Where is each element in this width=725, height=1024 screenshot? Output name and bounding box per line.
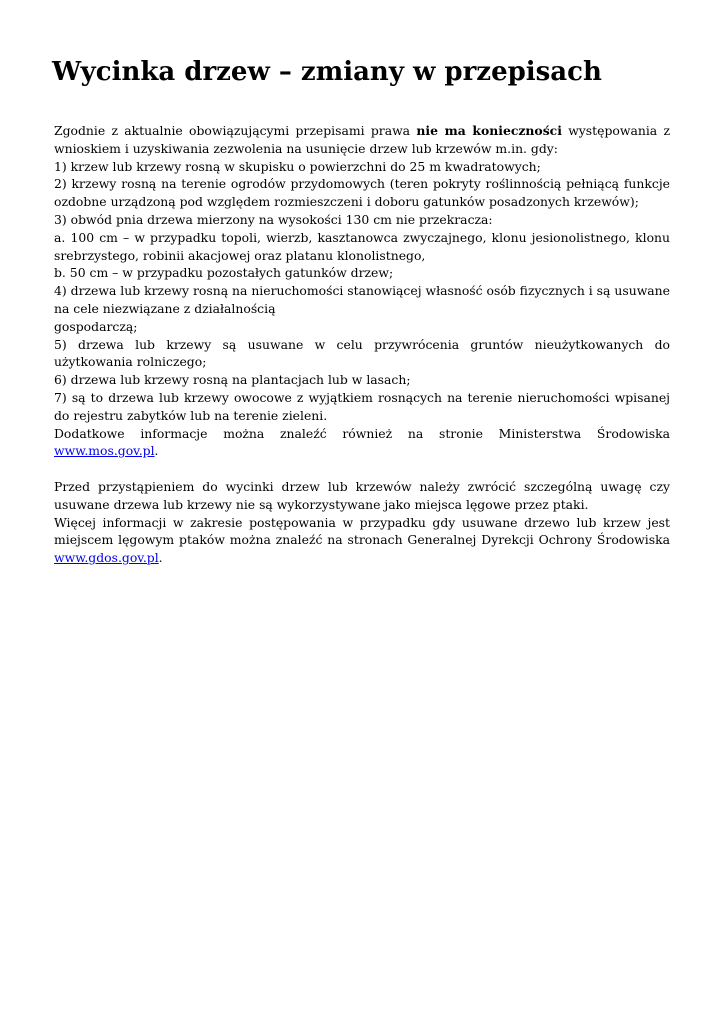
- list-item: 3) obwód pnia drzewa mierzony na wysokości 130 cm nie przekracza:: [54, 211, 493, 227]
- intro-bold-text: nie ma konieczności: [416, 123, 562, 138]
- ministry-text: Dodatkowe informacje można znaleźć również na stronie Ministerstwa Środowiska: [54, 425, 670, 441]
- list-item: a. 100 cm – w przypadku topoli, wierzb, kasztanowca zwyczajnego, klonu jesionolistnego, klonu srebrzystego, robinii akacjowej oraz platanu klonolistnego,: [54, 229, 670, 263]
- article-body: [54, 122, 670, 567]
- ministry-text-end: .: [154, 443, 159, 459]
- list-item: 1) krzew lub krzewy rosną w skupisku o powierzchni do 25 m kwadratowych;: [54, 158, 541, 174]
- list-item: 2) krzewy rosną na terenie ogrodów przydomowych (teren pokryty roślinnością pełniącą funkcje ozdobne urządzoną pod względem rozmieszczeni i doboru gatunków posadzonych krzewów);: [54, 176, 670, 210]
- list-item: gospodarczą;: [54, 318, 138, 334]
- intro-text-before: Zgodnie z aktualnie obowiązującymi przepisami prawa: [54, 123, 417, 138]
- list-item: 7) są to drzewa lub krzewy owocowe z wyjątkiem rosnących na terenie nieruchomości wpisanej do rejestru zabytków lub na terenie zieleni.: [54, 389, 670, 423]
- paragraph-spacer: [54, 460, 670, 478]
- page-title: Wycinka drzew – zmiany w przepisach: [52, 57, 602, 87]
- list-item: 4) drzewa lub krzewy rosną na nieruchomości stanowiącej własność osób fizycznych i są usuwane na cele niezwiązane z działalnością: [54, 283, 670, 316]
- gdos-text-end: .: [158, 550, 163, 566]
- gdos-text: Więcej informacji w zakresie postępowania w przypadku gdy usuwane drzewo lub krzew jest miejscem lęgowym ptaków można znaleźć na stronach Generalnej Dyrekcji Ochrony Środowiska: [54, 514, 670, 548]
- gdos-paragraph: [54, 514, 670, 567]
- gdos-link[interactable]: www.gdos.gov.pl: [54, 550, 159, 566]
- list-item: 6) drzewa lub krzewy rosną na plantacjach lub w lasach;: [54, 372, 411, 388]
- ministry-paragraph: [54, 425, 670, 461]
- intro-paragraph: [54, 122, 670, 158]
- mos-link[interactable]: www.mos.gov.pl: [54, 443, 155, 459]
- intro-text-after: występowania z wnioskiem i uzyskiwania zezwolenia na usunięcie drzew lub krzewów m.in. gdy:: [54, 123, 670, 156]
- list-item: 5) drzewa lub krzewy są usuwane w celu przywrócenia gruntów nieużytkowanych do użytkowania rolniczego;: [54, 336, 670, 370]
- list-item: b. 50 cm – w przypadku pozostałych gatunków drzew;: [54, 265, 394, 281]
- nesting-paragraph: Przed przystąpieniem do wycinki drzew lub krzewów należy zwrócić szczególną uwagę czy usuwane drzewa lub krzewy nie są wykorzystywane jako miejsca lęgowe przez ptaki.: [54, 478, 670, 512]
